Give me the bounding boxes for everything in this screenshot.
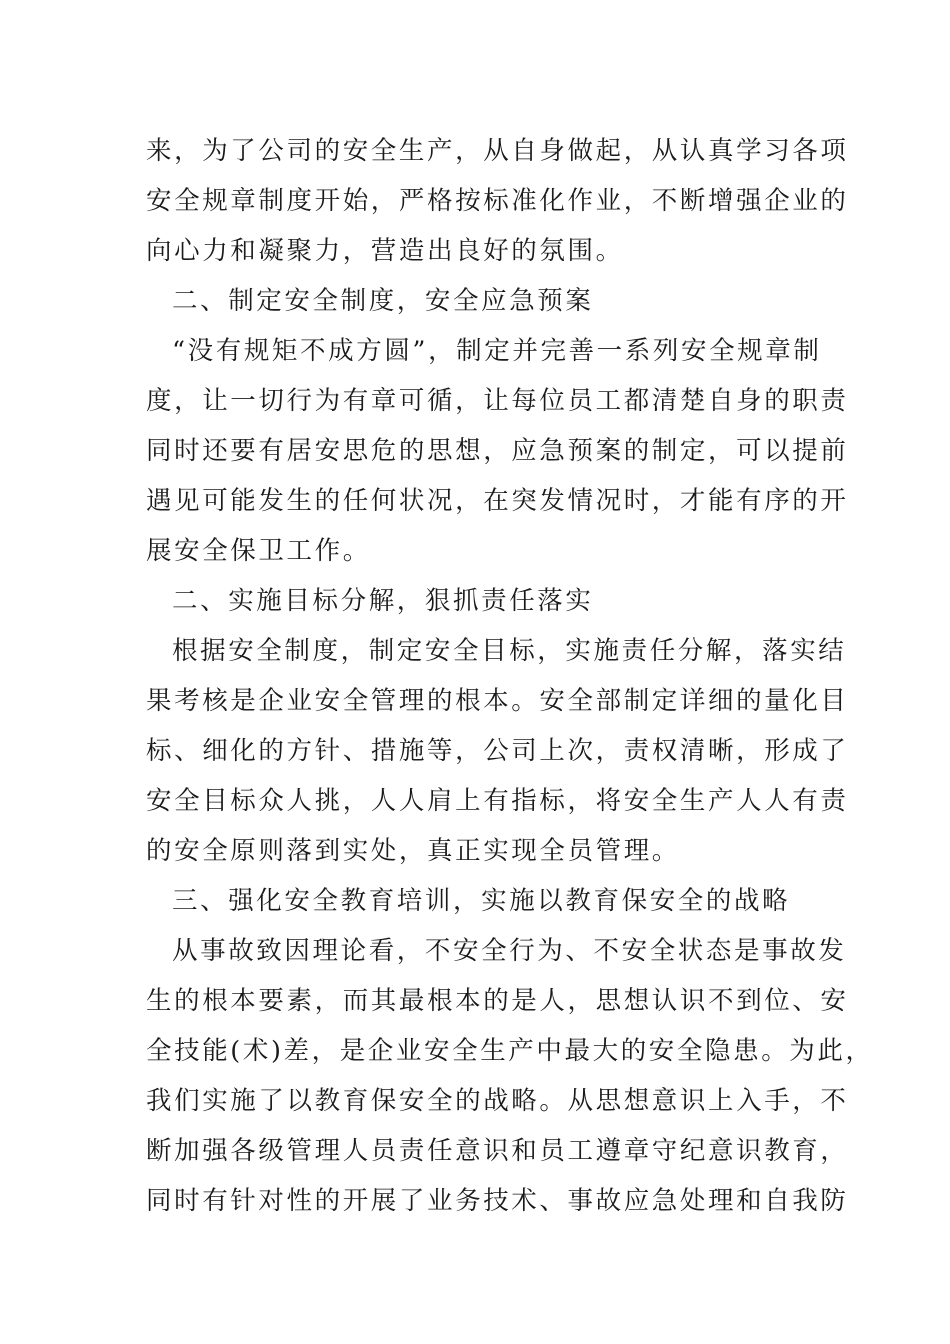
text-line: 生的根本要素，而其最根本的是人，思想认识不到位、安 (146, 986, 849, 1016)
text-line: 全技能(术)差，是企业安全生产中最大的安全隐患。为此， (146, 1036, 874, 1066)
text-line: 同时还要有居安思危的思想，应急预案的制定，可以提前 (146, 436, 849, 466)
text-line: 来，为了公司的安全生产，从自身做起，从认真学习各项 (146, 136, 849, 166)
paragraph-first-line: “没有规矩不成方圆”，制定并完善一系列安全规章制 (172, 336, 822, 366)
text-line: 果考核是企业安全管理的根本。安全部制定详细的量化目 (146, 686, 849, 716)
paragraph-first-line: 从事故致因理论看，不安全行为、不安全状态是事故发 (172, 936, 847, 966)
text-line: 标、细化的方针、措施等，公司上次，责权清晰，形成了 (146, 736, 849, 766)
section-heading: 三、强化安全教育培训，实施以教育保安全的战略 (172, 886, 791, 916)
document-body (146, 126, 874, 1226)
paragraph-first-line: 根据安全制度，制定安全目标，实施责任分解，落实结 (172, 636, 847, 666)
section-heading: 二、实施目标分解，狠抓责任落实 (172, 586, 594, 616)
text-line: 向心力和凝聚力，营造出良好的氛围。 (146, 236, 624, 266)
text-line: 度，让一切行为有章可循，让每位员工都清楚自身的职责 (146, 386, 849, 416)
text-line: 安全规章制度开始，严格按标准化作业，不断增强企业的 (146, 186, 849, 216)
text-line: 遇见可能发生的任何状况，在突发情况时，才能有序的开 (146, 486, 849, 516)
section-heading: 二、制定安全制度，安全应急预案 (172, 286, 594, 316)
text-line: 同时有针对性的开展了业务技术、事故应急处理和自我防 (146, 1186, 849, 1216)
text-line: 展安全保卫工作。 (146, 536, 371, 566)
text-line: 安全目标众人挑，人人肩上有指标，将安全生产人人有责 (146, 786, 849, 816)
text-line: 的安全原则落到实处，真正实现全员管理。 (146, 836, 680, 866)
text-line: 断加强各级管理人员责任意识和员工遵章守纪意识教育， (146, 1136, 849, 1166)
text-line: 我们实施了以教育保安全的战略。从思想意识上入手，不 (146, 1086, 849, 1116)
